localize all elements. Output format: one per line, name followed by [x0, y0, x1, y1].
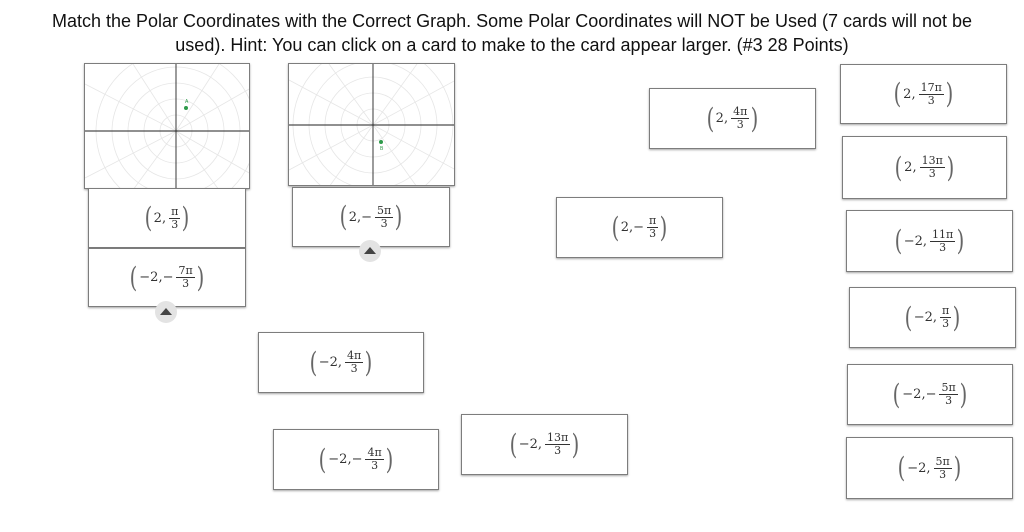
instructions [10, 9, 1014, 57]
expand-up-icon[interactable] [160, 308, 172, 315]
polar-graph-a [85, 64, 250, 189]
card-c8[interactable]: ( −2, $\frac{11\pi}{3}$ ) [846, 210, 1013, 272]
point-b-label: B [380, 146, 384, 152]
card-c1[interactable]: ( 2, $\frac{\pi}{3}$ ) [88, 188, 246, 248]
card-c6[interactable]: ( 2, $\frac{17\pi}{3}$ ) [840, 64, 1007, 124]
card-c7[interactable]: ( 2, $\frac{13\pi}{3}$ ) [842, 136, 1007, 199]
card-c4[interactable]: ( 2, $\frac{4\pi}{3}$ ) [649, 88, 816, 149]
card-c3[interactable]: ( 2, − $\frac{5\pi}{3}$ ) [292, 187, 450, 247]
point-a [184, 106, 188, 110]
instructions-line-1: Match the Polar Coordinates with the Correct Graph. Some Polar Coordinates will NOT be Used (7 cards will not be [51, 11, 973, 31]
graph-card-a[interactable] [84, 63, 250, 189]
point-b [379, 140, 383, 144]
card-c9[interactable]: ( −2, $\frac{\pi}{3}$ ) [849, 287, 1016, 348]
card-c14[interactable]: ( −2, $\frac{13\pi}{3}$ ) [461, 414, 628, 475]
card-c5[interactable]: ( 2, − $\frac{\pi}{3}$ ) [556, 197, 723, 258]
card-c11[interactable]: ( −2, $\frac{5\pi}{3}$ ) [846, 437, 1013, 499]
card-c2[interactable]: ( −2, − $\frac{7\pi}{3}$ ) [88, 248, 246, 307]
expand-up-icon[interactable] [364, 247, 376, 254]
card-c10[interactable]: ( −2, − $\frac{5\pi}{3}$ ) [847, 364, 1013, 425]
card-c13[interactable]: ( −2, − $\frac{4\pi}{3}$ ) [273, 429, 439, 490]
instructions-line-2: used). Hint: You can click on a card to make to the card appear larger. (#3 28 Points) [175, 35, 849, 55]
graph-card-b[interactable] [288, 63, 455, 186]
card-c12[interactable]: ( −2, $\frac{4\pi}{3}$ ) [258, 332, 424, 393]
point-a-label: A [185, 99, 189, 105]
polar-graph-b [289, 64, 455, 186]
